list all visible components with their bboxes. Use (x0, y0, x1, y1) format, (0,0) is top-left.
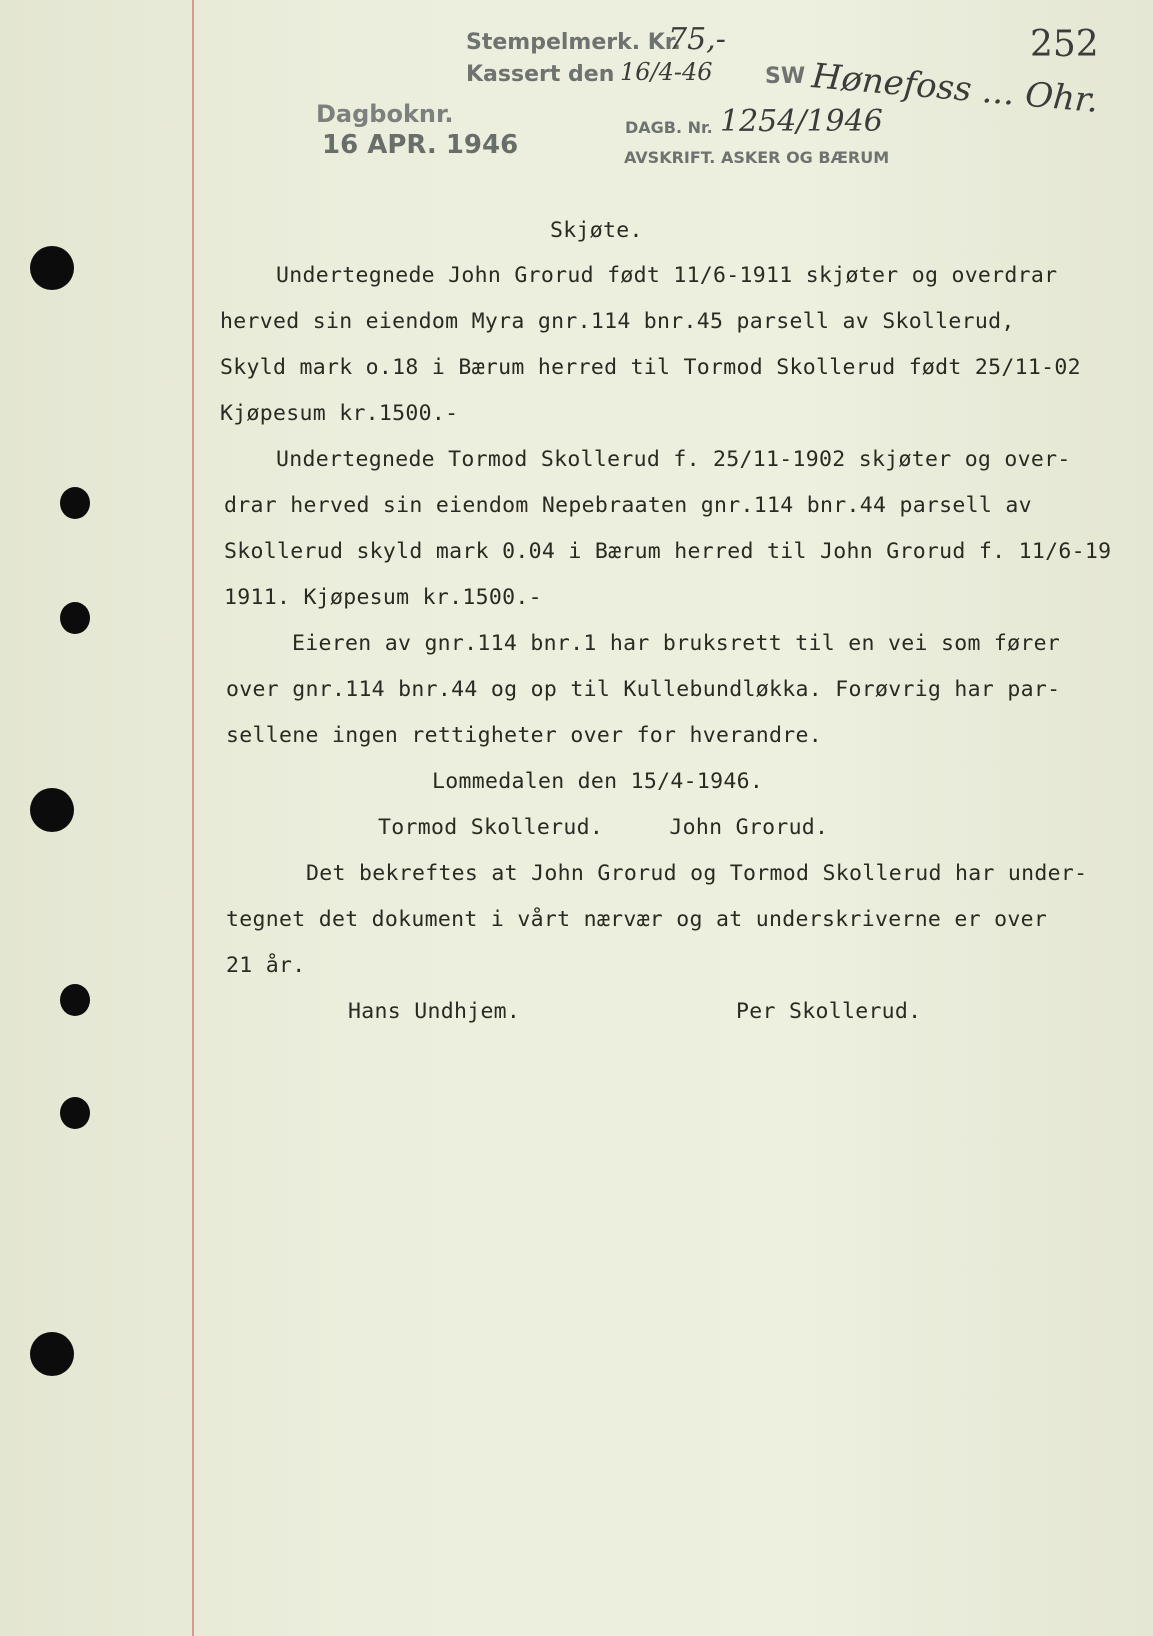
witness-left: Hans Undhjem. (348, 999, 521, 1024)
margin-line (192, 0, 194, 1636)
dagb-nr-value: 1254/1946 (720, 104, 883, 139)
text-line: Undertegnede Tormod Skollerud f. 25/11-1902 skjøter og over- (276, 447, 1071, 472)
text-line: drar herved sin eiendom Nepebraaten gnr.114 bnr.44 parsell av (224, 493, 1032, 518)
text-line: sellene ingen rettigheter over for hverandre. (226, 723, 822, 748)
punch-hole (60, 602, 90, 634)
text-line: herved sin eiendom Myra gnr.114 bnr.45 parsell av Skollerud, (220, 309, 1015, 334)
stamp-fee-value: 75,- (668, 22, 726, 57)
document-title: Skjøte. (550, 218, 643, 243)
text-line: Kjøpesum kr.1500.- (220, 401, 459, 426)
text-line: 21 år. (226, 953, 306, 978)
text-line: Skollerud skyld mark 0.04 i Bærum herred til John Grorud f. 11/6-19 (224, 539, 1112, 564)
text-line: tegnet det dokument i vårt nærvær og at underskriverne er over (226, 907, 1048, 932)
text-line: Skyld mark o.18 i Bærum herred til Tormod Skollerud født 25/11-02 (220, 355, 1081, 380)
date-stamp: 16 APR. 1946 (322, 130, 519, 160)
punch-hole (60, 487, 90, 519)
stamp-cashed-value: 16/4-46 (620, 58, 713, 86)
signatures-line: Tormod Skollerud. John Grorud. (378, 815, 829, 840)
text-line: 1911. Kjøpesum kr.1500.- (224, 585, 542, 610)
text-line: Undertegnede John Grorud født 11/6-1911 skjøter og overdrar (276, 263, 1058, 288)
stamp-cashed-label: Kassert den (466, 62, 615, 87)
initials-stamp: SW (765, 64, 806, 89)
stamp-fee-label: Stempelmerk. Kr. (466, 30, 681, 55)
punch-hole (60, 984, 90, 1016)
place-date-line: Lommedalen den 15/4-1946. (432, 769, 764, 794)
folio-number: 252 (1030, 24, 1099, 65)
witness-right: Per Skollerud. (736, 999, 922, 1024)
dagbok-label: Dagboknr. (316, 100, 454, 128)
punch-hole (30, 246, 74, 290)
text-line: over gnr.114 bnr.44 og op til Kullebundløkka. Forøvrig har par- (226, 677, 1061, 702)
dagb-nr-label: DAGB. Nr. (625, 118, 713, 137)
punch-hole (30, 1332, 74, 1376)
text-line: Det bekreftes at John Grorud og Tormod Skollerud har under- (306, 861, 1088, 886)
punch-hole (30, 788, 74, 832)
text-line: Eieren av gnr.114 bnr.1 har bruksrett til en vei som fører (292, 631, 1061, 656)
handwritten-place: Hønefoss ... Ohr. (810, 56, 1100, 121)
avskrift-label: AVSKRIFT. ASKER OG BÆRUM (624, 148, 890, 167)
punch-hole (60, 1097, 90, 1129)
